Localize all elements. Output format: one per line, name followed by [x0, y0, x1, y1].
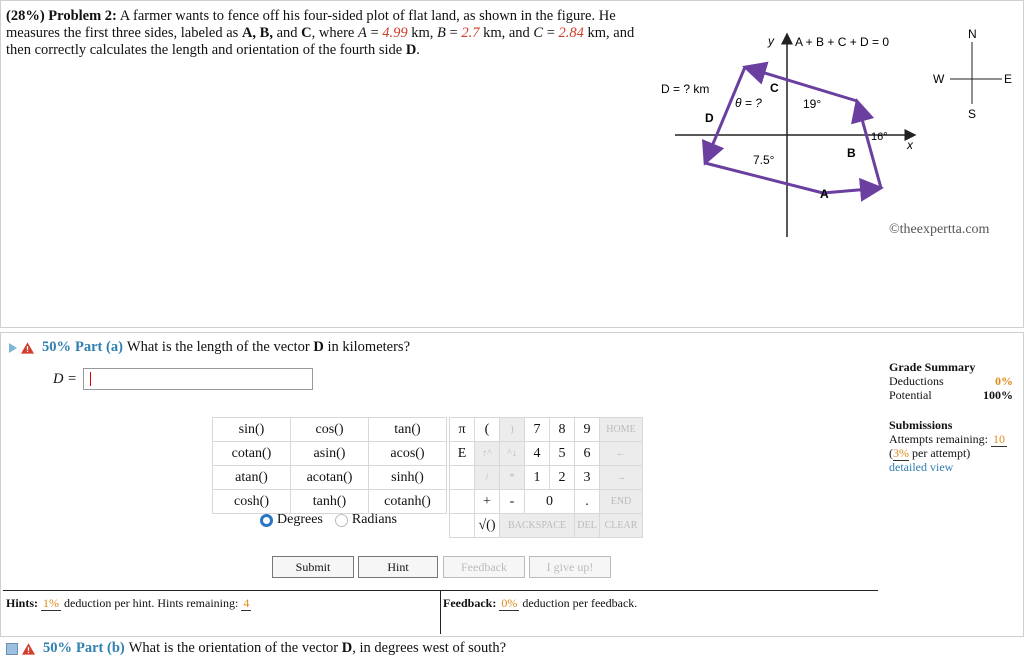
label-7-5: 7.5°	[753, 153, 775, 167]
problem-period: .	[416, 42, 420, 58]
key-8[interactable]: 8	[550, 418, 575, 442]
answer-label: D =	[53, 371, 77, 387]
compass-n: N	[968, 27, 977, 41]
grade-summary	[889, 360, 1013, 474]
key-blank-1	[450, 466, 475, 490]
part-b-tag: Part (b)	[76, 640, 125, 656]
label-c: C	[770, 81, 779, 95]
answer-input[interactable]	[83, 368, 313, 390]
key-6[interactable]: 6	[575, 442, 600, 466]
key-left[interactable]: ←	[600, 442, 643, 466]
feedback-pct: 0%	[501, 596, 518, 610]
key-cosh[interactable]: cosh()	[213, 490, 291, 514]
problem-side-d: D	[405, 42, 417, 58]
attempts-remaining: 10	[992, 432, 1005, 446]
angle-mode	[260, 512, 397, 528]
key-0[interactable]: 0	[525, 490, 575, 514]
key-pi[interactable]: π	[450, 418, 475, 442]
problem-label: Problem 2:	[48, 8, 117, 24]
part-a-question: What is the length of the vector D in kilometers?	[126, 339, 410, 355]
compass-w: W	[933, 72, 945, 86]
problem-where: , where	[311, 25, 358, 41]
axis-y-label: y	[768, 34, 774, 48]
vector-figure	[655, 22, 955, 237]
hint-button[interactable]: Hint	[358, 556, 438, 578]
play-icon[interactable]	[9, 343, 17, 353]
key-minus[interactable]: -	[500, 490, 525, 514]
eq-c: =	[543, 25, 559, 41]
label-a: A	[820, 187, 829, 201]
attempts-row: Attempts remaining: 10	[889, 432, 1005, 446]
value-a: 4.99	[382, 25, 408, 41]
key-cos[interactable]: cos()	[291, 418, 369, 442]
compass-s: S	[968, 107, 977, 121]
copyright: ©theexpertta.com	[889, 222, 990, 237]
key-acos[interactable]: acos()	[369, 442, 447, 466]
key-blank-2	[450, 490, 475, 514]
degrees-label: Degrees	[277, 512, 323, 527]
detailed-view-link[interactable]: detailed view	[889, 460, 954, 474]
vector-a-tail	[705, 163, 823, 193]
feedback-info: Feedback: 0% deduction per feedback.	[443, 596, 638, 610]
key-right[interactable]: →	[600, 466, 643, 490]
compass-e: E	[1004, 72, 1013, 86]
key-3[interactable]: 3	[575, 466, 600, 490]
potential-value: 100%	[983, 388, 1013, 402]
degrees-radio[interactable]	[260, 514, 273, 527]
radians-radio[interactable]	[335, 514, 348, 527]
feedback-button[interactable]: Feedback	[443, 556, 525, 578]
key-plus[interactable]: +	[475, 490, 500, 514]
hints-remaining: 4	[243, 596, 250, 610]
key-down[interactable]: ^↓	[500, 442, 525, 466]
submissions-title: Submissions	[889, 418, 953, 432]
key-7[interactable]: 7	[525, 418, 550, 442]
key-end[interactable]: END	[600, 490, 643, 514]
collapsed-icon[interactable]	[6, 643, 18, 655]
problem-statement	[6, 8, 646, 59]
key-tan[interactable]: tan()	[369, 418, 447, 442]
problem-and: and	[272, 25, 302, 41]
hint-vertical-divider	[440, 590, 441, 634]
submit-button[interactable]: Submit	[272, 556, 354, 578]
key-star[interactable]: *	[500, 466, 525, 490]
part-a-tag: Part (a)	[75, 339, 123, 355]
key-home[interactable]: HOME	[600, 418, 643, 442]
problem-text-2: km, and then correctly calculates the length and orientation of the fourth side	[6, 25, 635, 58]
key-asin[interactable]: asin()	[291, 442, 369, 466]
label-b: B	[847, 146, 856, 160]
key-lparen[interactable]: (	[475, 418, 500, 442]
key-up[interactable]: ↑^	[475, 442, 500, 466]
deductions-label: Deductions	[889, 374, 944, 388]
value-b: 2.7	[461, 25, 480, 41]
radians-label: Radians	[351, 512, 397, 527]
sym-a: A	[357, 25, 367, 41]
warning-icon	[22, 643, 35, 655]
function-keypad	[212, 417, 447, 514]
key-backspace[interactable]: BACKSPACE	[500, 514, 575, 538]
key-acotan[interactable]: acotan()	[291, 466, 369, 490]
key-sinh[interactable]: sinh()	[369, 466, 447, 490]
hint-pct: 1%	[43, 596, 60, 610]
value-c: 2.84	[558, 25, 584, 41]
key-2[interactable]: 2	[550, 466, 575, 490]
key-slash[interactable]: /	[475, 466, 500, 490]
key-4[interactable]: 4	[525, 442, 550, 466]
unit-a: km,	[407, 25, 438, 41]
part-b-percent: 50%	[43, 640, 72, 656]
label-19: 19°	[803, 97, 822, 111]
unit-b: km, and	[479, 25, 534, 41]
part-a-header	[9, 339, 410, 356]
eq-b: =	[445, 25, 462, 41]
key-rparen[interactable]: )	[500, 418, 525, 442]
key-atan[interactable]: atan()	[213, 466, 291, 490]
label-16: 16°	[871, 131, 888, 143]
key-blank-3	[450, 514, 475, 538]
per-attempt-row: (3% per attempt)	[889, 446, 971, 460]
label-theta: θ = ?	[735, 96, 762, 110]
problem-text-1: A farmer wants to fence off his four-sided plot of flat land, as shown in the figure. He measures the first three sides, labeled as	[6, 8, 616, 41]
deductions-value: 0%	[995, 374, 1013, 388]
part-b-header[interactable]	[6, 640, 506, 657]
key-dot[interactable]: .	[575, 490, 600, 514]
problem-percent: (28%)	[6, 8, 45, 24]
eq-a: =	[366, 25, 383, 41]
sym-c: C	[533, 25, 544, 41]
compass-rose	[925, 22, 1020, 132]
key-sin[interactable]: sin()	[213, 418, 291, 442]
key-tanh[interactable]: tanh()	[291, 490, 369, 514]
potential-label: Potential	[889, 388, 932, 402]
key-sqrt[interactable]: √()	[475, 514, 500, 538]
key-9[interactable]: 9	[575, 418, 600, 442]
give-up-button[interactable]: I give up!	[529, 556, 611, 578]
label-d-q: D = ? km	[661, 82, 710, 96]
part-b-question: What is the orientation of the vector D, in degrees west of south?	[128, 640, 507, 656]
number-keypad	[449, 417, 643, 538]
problem-side-c: C	[301, 25, 312, 41]
label-d: D	[705, 111, 714, 125]
problem-sides: A, B,	[241, 25, 273, 41]
key-del[interactable]: DEL	[575, 514, 600, 538]
equation-label: A + B + C + D = 0	[795, 35, 890, 49]
per-attempt-pct: 3%	[893, 446, 909, 460]
text-caret	[90, 372, 91, 386]
part-a-percent: 50%	[42, 339, 71, 355]
key-clear[interactable]: CLEAR	[600, 514, 643, 538]
vector-a	[823, 188, 881, 193]
key-1[interactable]: 1	[525, 466, 550, 490]
hints-info: Hints: 1% deduction per hint. Hints remaining: 4	[6, 596, 250, 610]
warning-icon	[21, 342, 34, 354]
vector-b	[857, 101, 881, 188]
axis-x-label: x	[907, 138, 913, 152]
key-e[interactable]: E	[450, 442, 475, 466]
key-cotanh[interactable]: cotanh()	[369, 490, 447, 514]
key-cotan[interactable]: cotan()	[213, 442, 291, 466]
sym-b: B	[437, 25, 446, 41]
grade-summary-title: Grade Summary	[889, 360, 976, 374]
key-5[interactable]: 5	[550, 442, 575, 466]
